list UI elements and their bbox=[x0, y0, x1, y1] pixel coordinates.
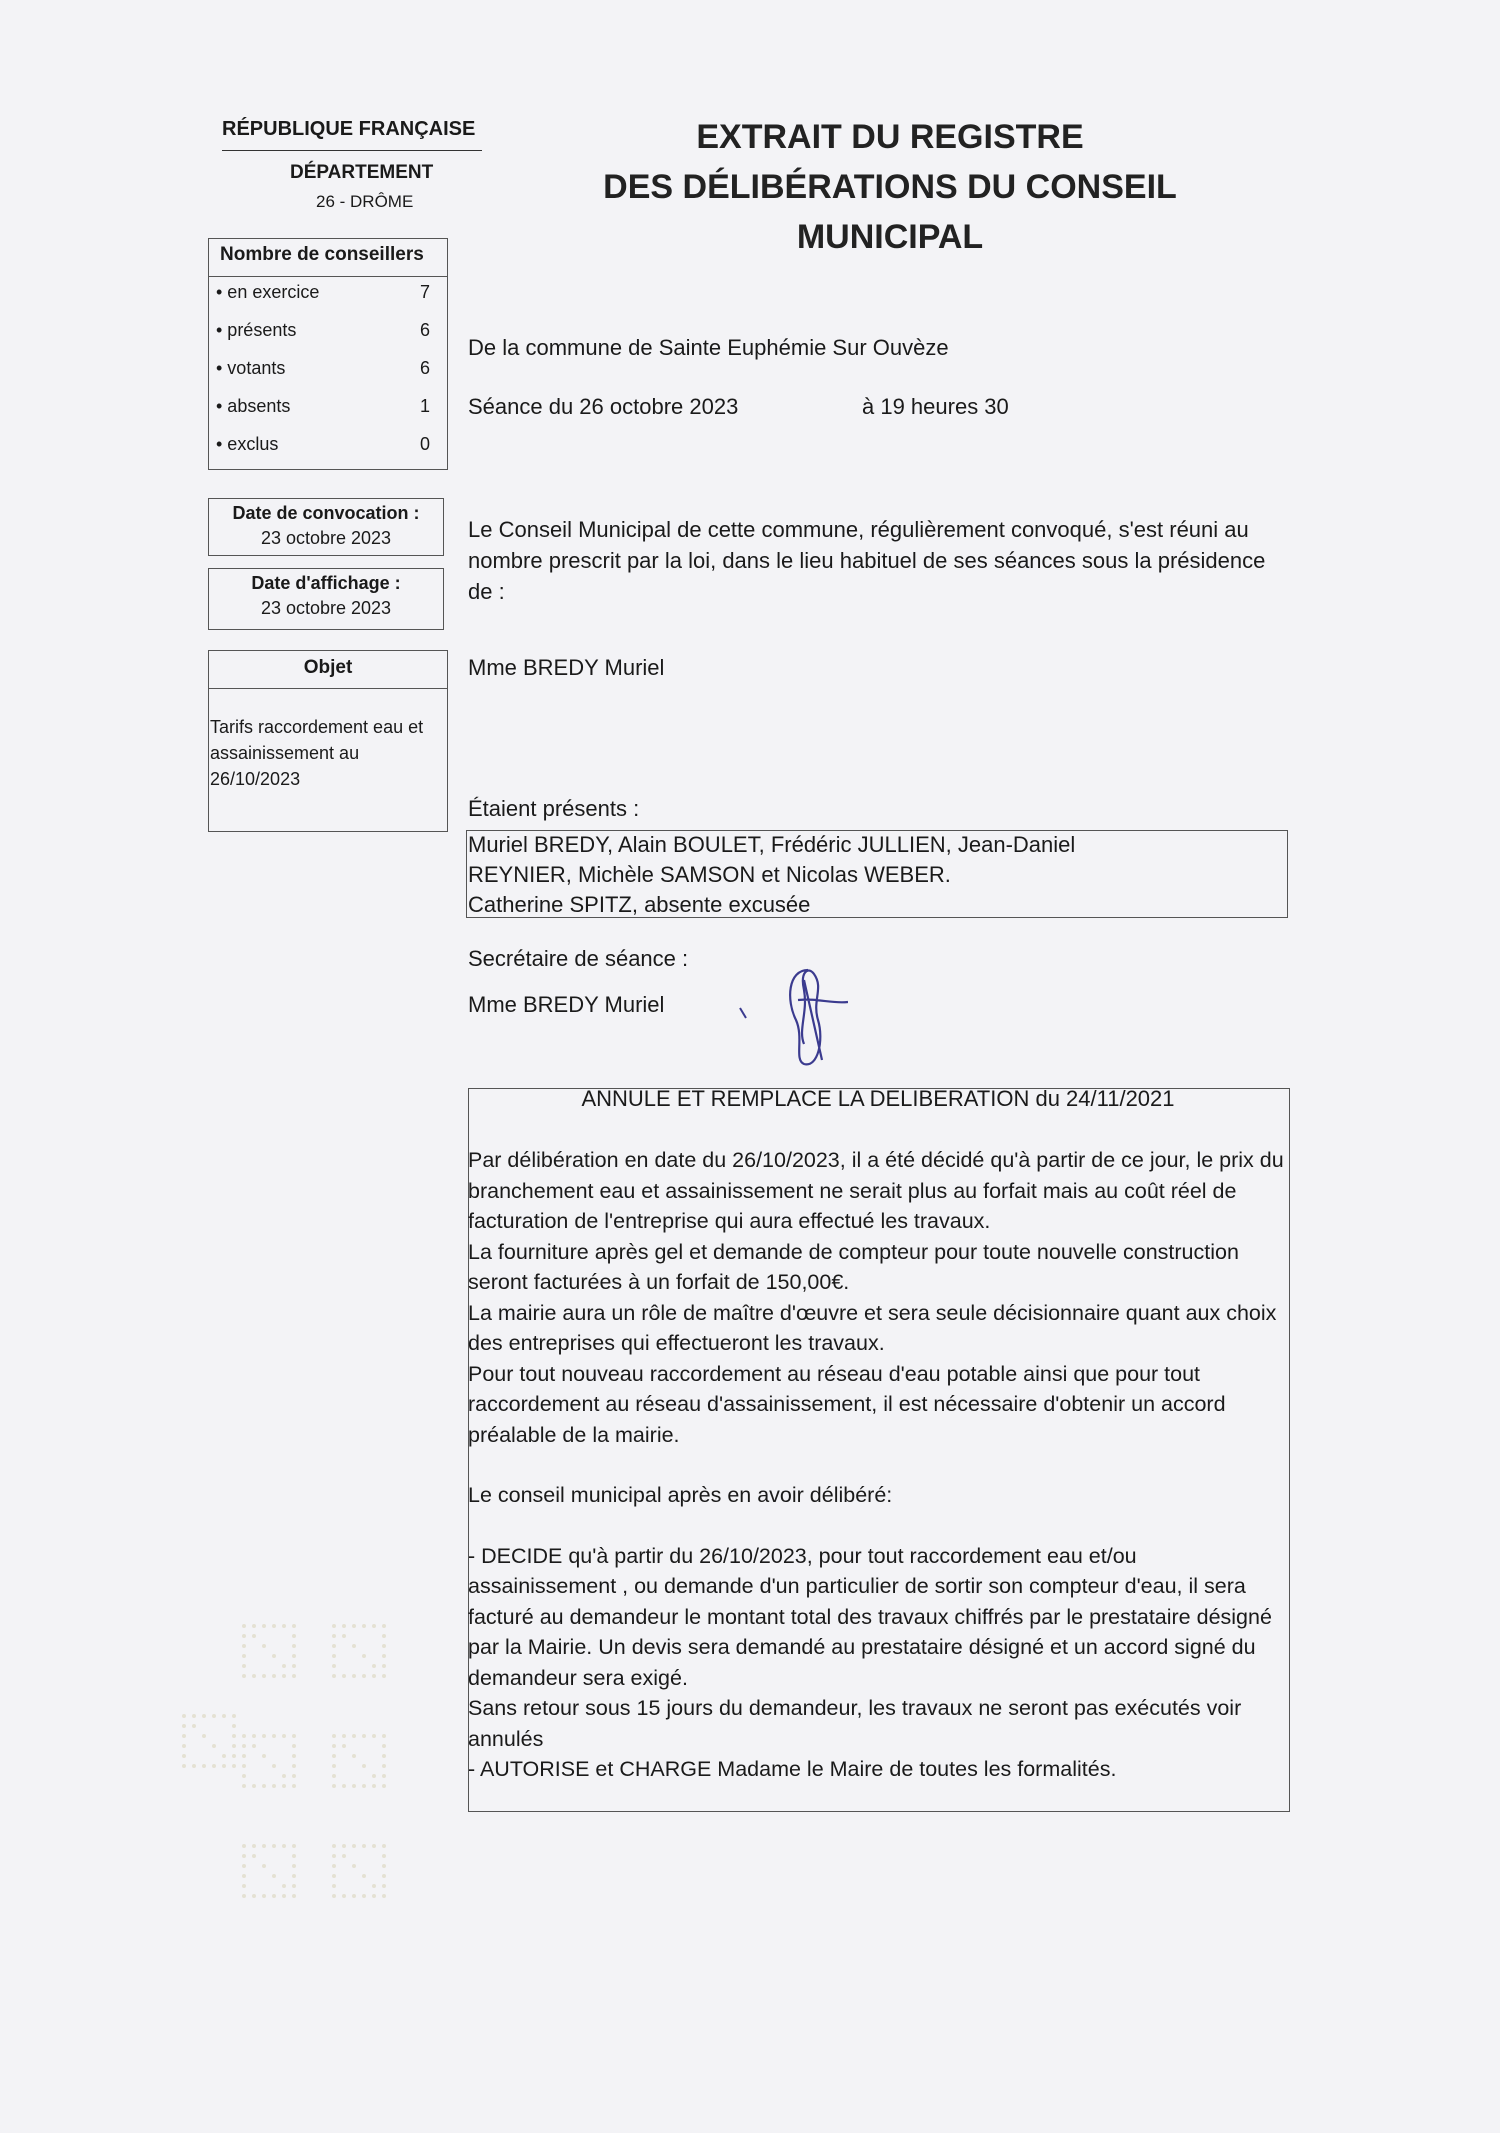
affichage-box bbox=[208, 568, 444, 630]
deliberation-title: ANNULE ET REMPLACE LA DELIBERATION du 24/11/2021 bbox=[581, 1086, 1175, 1111]
conseillers-row bbox=[216, 282, 430, 303]
objet-heading: Objet bbox=[303, 657, 353, 678]
row-label: • en exercice bbox=[216, 282, 320, 302]
convocation-date: 23 octobre 2023 bbox=[260, 528, 392, 548]
row-value: 0 bbox=[419, 434, 430, 454]
convocation-box bbox=[208, 498, 444, 556]
conseillers-row bbox=[216, 358, 430, 379]
row-label: • votants bbox=[216, 358, 286, 378]
objet-divider bbox=[208, 688, 448, 689]
presents-line: Muriel BREDY, Alain BOULET, Frédéric JULLIEN, Jean-Daniel bbox=[468, 832, 1076, 857]
decide-text: - DECIDE qu'à partir du 26/10/2023, pour tout raccordement eau et/ou assainissement , ou demande d'un particulier de sortir son compteur d'eau, il sera facturé au demandeur le montant total des travaux chiffrés par le prestataire désigné par la Mairie. Un devis sera demandé au prestataire désigné et un accord signé du demandeur sera exigé. bbox=[468, 1543, 1272, 1690]
row-value: 7 bbox=[419, 282, 430, 302]
commune-line: De la commune de Sainte Euphémie Sur Ouvèze bbox=[468, 335, 949, 360]
autorise-text: - AUTORISE et CHARGE Madame le Maire de toutes les formalités. bbox=[468, 1757, 1117, 1781]
paragraph: Pour tout nouveau raccordement au réseau d'eau potable ainsi que pour tout raccordement au réseau d'assainissement, il est nécessaire d'obtenir un accord préalable de la mairie. bbox=[468, 1361, 1226, 1447]
seance-date: Séance du 26 octobre 2023 bbox=[468, 394, 739, 419]
row-label: • absents bbox=[216, 396, 291, 416]
departement-label: DÉPARTEMENT bbox=[290, 162, 434, 183]
conseillers-heading: Nombre de conseillers bbox=[220, 244, 424, 265]
conseillers-divider bbox=[208, 276, 448, 277]
row-label: • présents bbox=[216, 320, 297, 340]
conseillers-row bbox=[216, 434, 430, 455]
presents-list bbox=[468, 830, 1278, 920]
paragraph: La mairie aura un rôle de maître d'œuvre et sera seule décisionnaire quant aux choix des entreprises qui effectueront les travaux. bbox=[468, 1300, 1277, 1355]
seance-time: à 19 heures 30 bbox=[862, 394, 1009, 419]
presents-line: REYNIER, Michèle SAMSON et Nicolas WEBER. bbox=[468, 862, 951, 887]
signature-image bbox=[738, 960, 848, 1070]
title-line-2: DES DÉLIBÉRATIONS DU CONSEIL bbox=[603, 168, 1177, 206]
row-value: 1 bbox=[419, 396, 430, 416]
affichage-label: Date d'affichage : bbox=[251, 573, 401, 593]
paragraph: Par délibération en date du 26/10/2023, il a été décidé qu'à partir de ce jour, le prix du branchement eau et assainissement ne serait plus au forfait mais au coût réel de facturation de l'entreprise qui aura effectué les travaux. bbox=[468, 1148, 1284, 1233]
row-value: 6 bbox=[419, 358, 430, 378]
presents-line: Catherine SPITZ, absente excusée bbox=[468, 892, 811, 917]
objet-text: Tarifs raccordement eau et assainissement au 26/10/2023 bbox=[210, 717, 424, 789]
conseillers-row bbox=[216, 320, 430, 341]
row-value: 6 bbox=[419, 320, 430, 340]
header-divider bbox=[222, 150, 482, 151]
republique-francaise: RÉPUBLIQUE FRANÇAISE bbox=[222, 118, 476, 140]
title-line-3: MUNICIPAL bbox=[796, 218, 984, 256]
departement-value: 26 - DRÔME bbox=[316, 192, 414, 211]
embossed-seal-watermark bbox=[178, 1600, 458, 1900]
secretaire-name: Mme BREDY Muriel bbox=[468, 992, 665, 1017]
title-line-1: EXTRAIT DU REGISTRE bbox=[696, 118, 1084, 156]
deliberation-body bbox=[468, 1145, 1286, 1785]
paragraph: La fourniture après gel et demande de compteur pour toute nouvelle construction seront facturées à un forfait de 150,00€. bbox=[468, 1239, 1239, 1294]
conseil-text: Le conseil municipal après en avoir délibéré: bbox=[468, 1483, 893, 1507]
sans-retour-text: Sans retour sous 15 jours du demandeur, les travaux ne seront pas exécutés voir annulés bbox=[468, 1696, 1242, 1751]
conseillers-row bbox=[216, 396, 430, 417]
document-title bbox=[560, 112, 1220, 262]
presents-label: Étaient présents : bbox=[468, 796, 640, 821]
convocation-text: Le Conseil Municipal de cette commune, régulièrement convoqué, s'est réuni au nombre prescrit par la loi, dans le lieu habituel de ses séances sous la présidence de : bbox=[468, 517, 1266, 604]
affichage-date: 23 octobre 2023 bbox=[260, 598, 392, 618]
secretaire-label: Secrétaire de séance : bbox=[468, 946, 689, 971]
row-label: • exclus bbox=[216, 434, 279, 454]
presidente-name: Mme BREDY Muriel bbox=[468, 655, 665, 680]
convocation-label: Date de convocation : bbox=[232, 503, 420, 523]
